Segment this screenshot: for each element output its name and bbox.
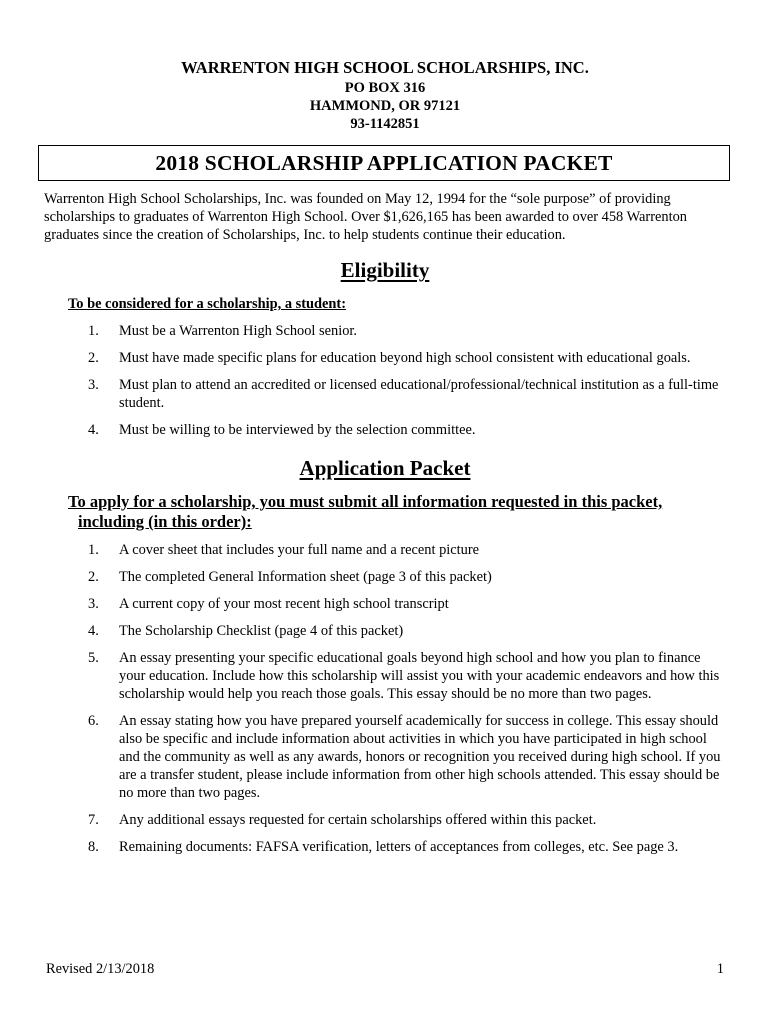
organization-name: WARRENTON HIGH SCHOOL SCHOLARSHIPS, INC.: [181, 58, 589, 77]
list-item: [88, 568, 728, 586]
document-title: 2018 SCHOLARSHIP APPLICATION PACKET: [38, 145, 730, 181]
list-item: [88, 622, 728, 640]
item-text: A cover sheet that includes your full name and a recent picture: [119, 542, 480, 558]
item-number: 7.: [88, 812, 99, 828]
item-number: 5.: [88, 650, 99, 666]
list-item: [88, 421, 728, 439]
list-item: [88, 649, 728, 703]
intro-paragraph: Warrenton High School Scholarships, Inc. was founded on May 12, 1994 for the “sole purpose” of providing scholarships to graduates of Warrenton High School. Over $1,626,165 has been awarded to over 458 Warrenton graduates since the creation of Scholarships, Inc. to help students continue their education.: [44, 191, 687, 243]
list-item: [88, 349, 728, 367]
list-item: [88, 541, 728, 559]
item-text: Must be a Warrenton High School senior.: [119, 323, 357, 339]
po-box: PO BOX 316: [344, 80, 426, 96]
list-item: [88, 712, 728, 802]
item-number: 6.: [88, 713, 99, 729]
page-number: 1: [716, 961, 724, 977]
application-lead: [68, 492, 718, 532]
ein-number: 93-1142851: [350, 116, 420, 132]
item-number: 4.: [88, 623, 99, 639]
item-text: Must be willing to be interviewed by the selection committee.: [119, 422, 476, 438]
list-item: [88, 811, 728, 829]
application-lead-line-2: including (in this order):: [78, 512, 252, 531]
item-number: 4.: [88, 422, 99, 438]
item-number: 2.: [88, 569, 99, 585]
city-state-zip: HAMMOND, OR 97121: [309, 98, 461, 114]
list-item: [88, 322, 728, 340]
item-number: 3.: [88, 377, 99, 393]
item-text: A current copy of your most recent high school transcript: [119, 596, 449, 612]
eligibility-heading: Eligibility: [340, 258, 430, 282]
item-number: 3.: [88, 596, 99, 612]
list-item: [88, 595, 728, 613]
item-text: Must have made specific plans for education beyond high school consistent with educational goals.: [119, 350, 691, 366]
eligibility-lead: To be considered for a scholarship, a student:: [68, 296, 346, 312]
application-lead-line-1: To apply for a scholarship, you must submit all information requested in this packet,: [68, 492, 663, 511]
item-text: The completed General Information sheet (page 3 of this packet): [119, 569, 492, 585]
item-text: An essay presenting your specific educational goals beyond high school and how you plan to finance your education. Include how this scholarship will assist you with your academic endeavors and how this scholarship would help you reach those goals. This essay should be no more than two pages.: [119, 650, 720, 702]
item-text: Remaining documents: FAFSA verification, letters of acceptances from colleges, etc. See page 3.: [119, 839, 679, 855]
item-number: 8.: [88, 839, 99, 855]
item-text: The Scholarship Checklist (page 4 of this packet): [119, 623, 404, 639]
item-number: 1.: [88, 323, 99, 339]
list-item: [88, 376, 728, 412]
item-text: Must plan to attend an accredited or licensed educational/professional/technical institution as a full-time student.: [119, 377, 719, 411]
item-text: Any additional essays requested for certain scholarships offered within this packet.: [119, 812, 597, 828]
revision-date: Revised 2/13/2018: [46, 961, 155, 977]
application-list: [88, 541, 728, 865]
list-item: [88, 838, 728, 856]
item-text: An essay stating how you have prepared yourself academically for success in college. This essay should also be specific and include information about activities in which you have participated in high school and the community as well as any awards, honors or recognition you received during high school. If you are a transfer student, please include information from other high schools attended. This essay should be no more than two pages.: [119, 713, 721, 801]
item-number: 2.: [88, 350, 99, 366]
application-packet-heading: Application Packet: [299, 456, 471, 480]
eligibility-list: [88, 322, 728, 448]
item-number: 1.: [88, 542, 99, 558]
